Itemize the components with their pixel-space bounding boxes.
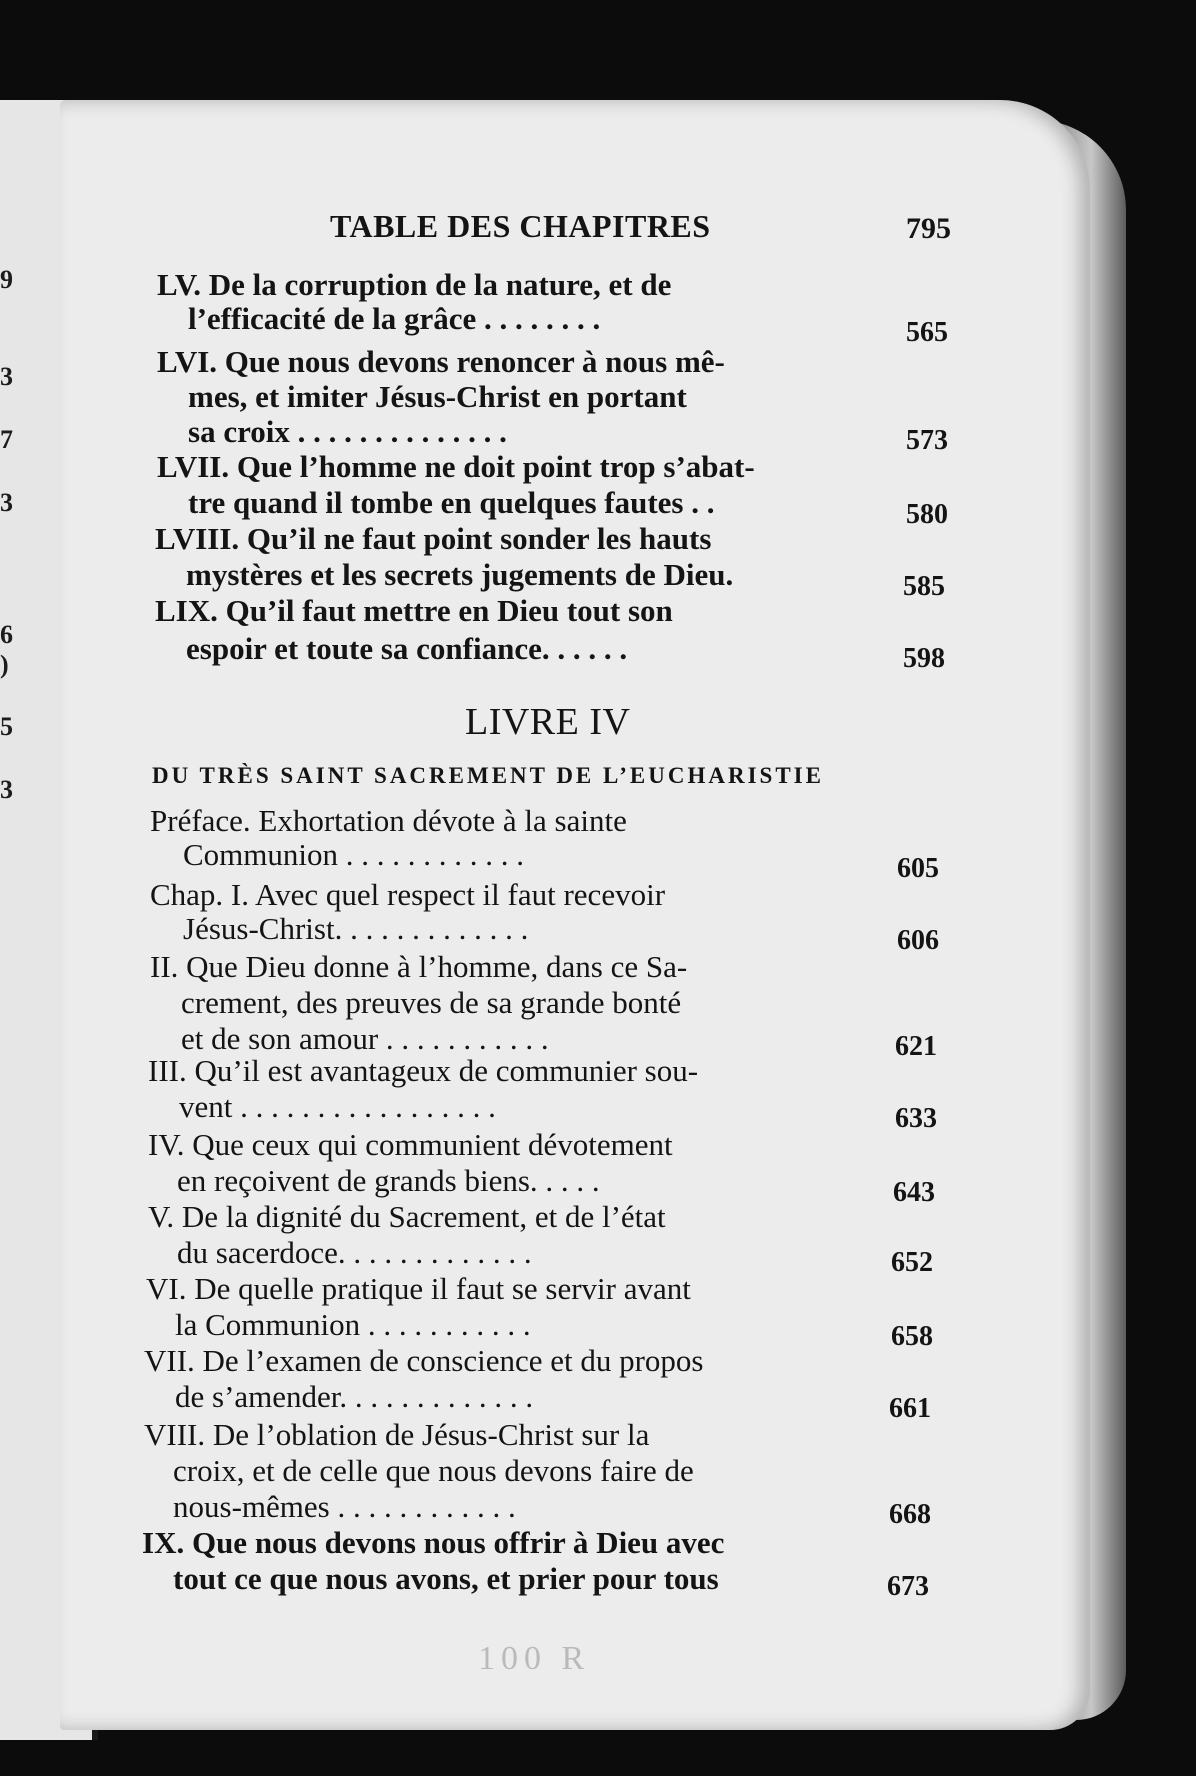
entry-line: croix, et de celle que nous devons faire de: [173, 1453, 694, 1488]
entry-line: Jésus-Christ. . . . . . . . . . . . .: [183, 911, 529, 946]
left-page-number: ): [0, 650, 9, 679]
entry-line: IV. Que ceux qui communient dévotement: [148, 1127, 673, 1162]
entry-page: 598: [903, 643, 945, 674]
left-page-number: 5: [0, 712, 13, 741]
left-page-number: 9: [0, 265, 13, 294]
entry-line: et de son amour . . . . . . . . . . .: [181, 1021, 549, 1056]
entry-line: espoir et toute sa confiance. . . . . .: [186, 631, 628, 666]
entry-line: III. Qu’il est avantageux de communier sou-: [148, 1053, 699, 1088]
entry-line: LIX. Qu’il faut mettre en Dieu tout son: [155, 593, 673, 628]
entry-page: 661: [889, 1393, 931, 1424]
entry-page: 605: [897, 853, 939, 884]
left-page-number: 6: [0, 620, 13, 649]
folio-mark: 100 R: [478, 1640, 591, 1677]
entry-page: 580: [906, 499, 948, 530]
entry-page: 633: [895, 1103, 937, 1134]
entry-line: LV. De la corruption de la nature, et de: [157, 267, 672, 302]
entry-line: II. Que Dieu donne à l’homme, dans ce Sa-: [150, 949, 688, 984]
entry-page: 621: [895, 1031, 937, 1062]
entry-page: 606: [897, 925, 939, 956]
entry-line: V. De la dignité du Sacrement, et de l’état: [148, 1199, 666, 1234]
entry-page: 658: [891, 1321, 933, 1352]
entry-line: Chap. I. Avec quel respect il faut recevoir: [150, 877, 666, 912]
entry-page: 643: [893, 1177, 935, 1208]
book-subtitle: DU TRÈS SAINT SACREMENT DE L’EUCHARISTIE: [152, 763, 824, 788]
entry-line: Communion . . . . . . . . . . . .: [183, 837, 525, 872]
entry-line: VI. De quelle pratique il faut se servir avant: [146, 1271, 691, 1306]
entry-line: LVII. Que l’homme ne doit point trop s’abat-: [157, 449, 755, 484]
entry-line: VIII. De l’oblation de Jésus-Christ sur la: [144, 1417, 650, 1452]
left-page-number: 3: [0, 362, 13, 391]
entry-page: 585: [903, 571, 945, 602]
entry-line: du sacerdoce. . . . . . . . . . . . .: [177, 1235, 532, 1270]
left-page-number: 7: [0, 425, 13, 454]
entry-line: LVIII. Qu’il ne faut point sonder les hauts: [155, 521, 712, 556]
book-heading: LIVRE IV: [465, 701, 631, 743]
entry-line: mes, et imiter Jésus-Christ en portant: [188, 379, 687, 414]
entry-line: vent . . . . . . . . . . . . . . . . .: [179, 1089, 496, 1124]
entry-line: l’efficacité de la grâce . . . . . . . .: [188, 301, 601, 336]
page-number: 795: [906, 212, 951, 245]
entry-page: 673: [887, 1571, 929, 1602]
entry-page: 652: [891, 1247, 933, 1278]
left-page-number: 3: [0, 488, 13, 517]
entry-line: LVI. Que nous devons renoncer à nous mê-: [157, 344, 725, 379]
entry-line: de s’amender. . . . . . . . . . . . .: [175, 1379, 534, 1414]
page-title: TABLE DES CHAPITRES: [330, 208, 711, 244]
entry-page: 573: [906, 425, 948, 456]
entry-line: tre quand il tombe en quelques fautes . .: [188, 485, 715, 520]
entry-line: Préface. Exhortation dévote à la sainte: [150, 803, 627, 838]
entry-line: crement, des preuves de sa grande bonté: [181, 985, 682, 1020]
entry-line: nous-mêmes . . . . . . . . . . . .: [173, 1489, 516, 1524]
entry-line: tout ce que nous avons, et prier pour tous: [173, 1561, 719, 1596]
entry-page: 668: [889, 1499, 931, 1530]
entry-line: VII. De l’examen de conscience et du propos: [144, 1343, 704, 1378]
entry-line: IX. Que nous devons nous offrir à Dieu avec: [142, 1525, 725, 1560]
entry-line: en reçoivent de grands biens. . . . .: [177, 1163, 600, 1198]
left-page-number: 3: [0, 775, 13, 804]
entry-line: la Communion . . . . . . . . . . .: [175, 1307, 531, 1342]
entry-line: mystères et les secrets jugements de Dieu.: [186, 557, 734, 592]
entry-line: sa croix . . . . . . . . . . . . . .: [188, 414, 507, 449]
entry-page: 565: [906, 317, 948, 348]
